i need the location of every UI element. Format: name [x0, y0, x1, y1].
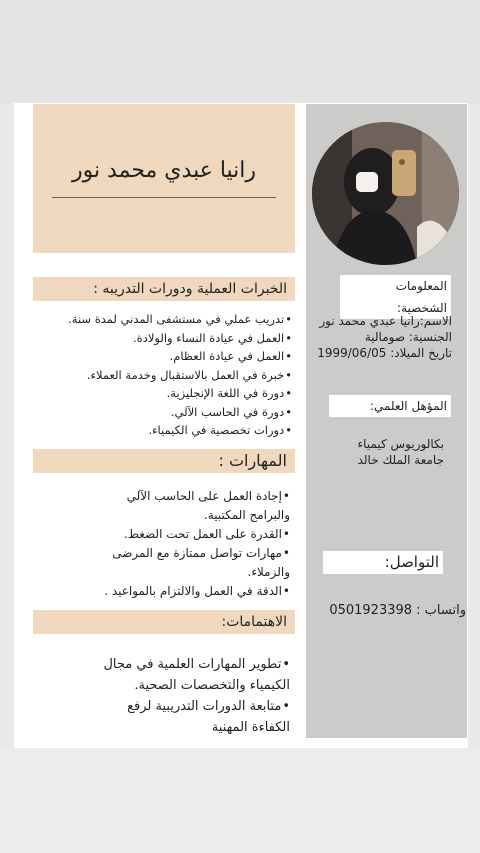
- experience-list: [40, 310, 292, 440]
- education-degree: بكالوريوس كيمياء: [357, 437, 444, 451]
- top-background: [0, 0, 480, 103]
- education-heading: المؤهل العلمي:: [329, 395, 451, 417]
- whatsapp-number: 0501923398: [329, 603, 413, 618]
- skills-heading: المهارات :: [33, 449, 295, 473]
- experience-heading: الخبرات العملية ودورات التدريبه :: [33, 277, 295, 301]
- interest-item: • متابعة الدورات التدريبية لرفع الكفاءة المهنية: [90, 696, 290, 738]
- education-info: [330, 436, 444, 468]
- interests-list: [90, 654, 290, 738]
- skill-item: • القدرة على العمل تحت الضغط.: [100, 525, 290, 544]
- skills-list: [100, 487, 290, 601]
- profile-photo-image: [312, 122, 459, 265]
- skill-item: • إجادة العمل على الحاسب الآلي والبرامج المكتبية.: [100, 487, 290, 525]
- experience-item: • تدريب عملي في مستشفى المدني لمدة سنة.: [40, 310, 292, 329]
- experience-item: • دورة في الحاسب الآلي.: [40, 403, 292, 422]
- skill-item: • مهارات تواصل ممتازة مع المرضى والزملاء.: [100, 544, 290, 582]
- personal-birthdate-line: تاريخ الميلاد: 1999/06/05: [317, 346, 452, 360]
- skill-item: • الدقة في العمل والالتزام بالمواعيد .: [100, 582, 290, 601]
- name-underline: [52, 197, 276, 198]
- personal-info: [308, 313, 452, 361]
- experience-item: • دورة في اللغة الإنجليزية.: [40, 384, 292, 403]
- personal-nationality-line: الجنسية: صومالية: [364, 330, 452, 344]
- experience-item: • خبرة في العمل بالاستقبال وخدمة العملاء.: [40, 366, 292, 385]
- contact-whatsapp: [318, 603, 466, 619]
- experience-item: • دورات تخصصية في الكيمياء.: [40, 421, 292, 440]
- contact-heading: التواصل:: [323, 551, 443, 574]
- profile-photo: [312, 122, 459, 265]
- bottom-background: [0, 748, 480, 853]
- education-university: جامعة الملك خالد: [357, 453, 444, 467]
- experience-item: • العمل في عيادة النساء والولادة.: [40, 329, 292, 348]
- whatsapp-label: واتساب :: [416, 603, 466, 618]
- cv-name: رانيا عبدي محمد نور: [71, 158, 257, 183]
- interest-item: • تطوير المهارات العلمية في مجال الكيمياء والتخصصات الصحية.: [90, 654, 290, 696]
- experience-item: • العمل في عيادة العظام.: [40, 347, 292, 366]
- personal-info-heading: المعلومات الشخصية:: [340, 275, 451, 319]
- interests-heading: الاهتمامات:: [33, 610, 295, 634]
- personal-name-line: الاسم:رانيا عبدي محمد نور: [319, 314, 452, 328]
